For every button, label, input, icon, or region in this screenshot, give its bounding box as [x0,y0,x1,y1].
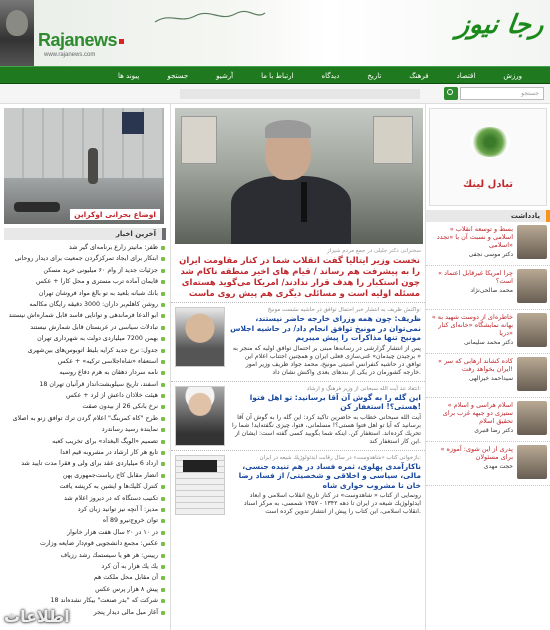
english-logo-text[interactable]: Rajanews [38,30,118,50]
note-item [426,354,550,398]
banner-text[interactable]: تبادل لينك [462,179,514,190]
news-item[interactable]: تبادلات سياسى در عربستان قابل شمارش نيستند [4,322,166,333]
author-avatar [517,401,547,435]
author-avatar [517,313,547,347]
news-item[interactable]: عكس: مجمع دانشجويى قوم‌دار ضايعه وزارت [4,538,166,549]
news-item[interactable]: جدول: نرخ جديد كرايه بليط اتوبوس‌هاى بين‌شهرى [4,345,166,356]
right-column [426,104,550,630]
author-avatar [517,357,547,391]
news-item[interactable]: ابتكار براى ايجاد تمركزگردن جمعيت براى ديدار روحانى [4,253,166,264]
news-item[interactable]: نامه سردار دهقان به هرم دفاع روسيه [4,367,166,378]
site-header [0,0,550,66]
news-item[interactable]: 18 شركت كه "بدر صنعت" بيكار نشده‌اند [4,595,166,606]
story-item [171,450,425,521]
story-summary: رونمايى از كتاب « شاهدوست» در كنار تاريخ انقلاب اسلامى و ابعاد ايدئولوژيك شيعه در ايران تا دهه ۱۳۴۲ - ۱۳۵۷ شمسى، به مركز اسناد انقلاب اسلامى، اين كتاب را پيش از انتشار تدوين كرده است. [243,492,421,515]
poster-graphic [373,116,413,164]
feature-image[interactable] [4,108,164,224]
news-item[interactable]: يك يك هزار به آن كرد [4,561,166,572]
speaker-hair-graphic [265,120,311,138]
nav-item-history[interactable]: تاريخ [367,72,382,80]
flower-icon [470,127,510,157]
note-item [426,398,550,442]
news-item[interactable]: قايمان آماده ترب مسترى و محل كارا + عكس [4,276,166,287]
author-avatar [517,269,547,303]
news-item[interactable]: تكنيب دستگاه كه در ديروز اعلام شد [4,493,166,504]
story-thumbnail[interactable] [175,455,225,515]
lying-figure-graphic [14,202,60,212]
note-headline[interactable]: « خاطره‌اى از دوست شهيد به بهانه نمايشگاه «خانه‌اى كنار دريا» [431,313,513,337]
story-title[interactable]: ظريف: چون همه وزراى خارجه حاضر نيستند، نمى‌توان در مونيخ توافق انجام داد/ در حاشيه اجلاس مونيخ تنها مذاكرات را پيش ميبريم [230,314,421,342]
sub-header-bar [0,84,550,104]
news-item[interactable]: هيئت خلاذان داعش از لرد + عكس [4,390,166,401]
nav-item-sports[interactable]: ورزش [503,72,522,80]
story-source: بازخوانى كتاب «شاهدوست» در سال رقابت ايدئولوژيك شيعه در ايران: [259,454,421,461]
nav-item-economy[interactable]: اقتصاد [456,72,476,80]
lead-story-source: سخنرانى دكتر جليلى در جمع مردم شيراز [327,248,421,254]
logo-dot-icon [119,39,124,44]
left-column [0,104,170,630]
news-item[interactable]: ابو الدعا فرماندهى و توانايى فاسد قابل شماره‌اش نيستند [4,310,166,321]
nav-item-culture[interactable]: فرهنگ [409,72,429,80]
story-source: واكنش ظريف به انتشار خبر احتمال توافق در حاشيه نشست مونيخ: [267,307,421,313]
note-author: حجت مهدى [483,463,513,470]
news-item[interactable]: بانك شبانه بلعيد به تو بالغ مواد فروشان تهران [4,288,166,299]
poster-graphic [181,116,217,164]
news-item[interactable]: طرح "كاه كمربنگ" اعلام گردن ترك توافق زنو به اصلاى [4,413,166,424]
note-item [426,266,550,310]
microphone-icon [301,182,307,222]
news-item[interactable]: كنترل كليك‌ها و ايشين به كريشه يافت [4,481,166,492]
story-thumbnail[interactable] [175,386,225,446]
note-item [426,442,550,486]
nav-item-links[interactable]: پيوند ها [117,72,140,80]
search-icon [447,89,453,95]
link-exchange-banner[interactable] [429,108,547,206]
watermark-text: اطلاعات [4,607,70,626]
calligraphy-signature [150,8,270,28]
news-item[interactable]: انضار مقابل كاخ رياست‌جمهورى پهن [4,470,166,481]
note-headline[interactable]: « بسط و توسعه انقلاب اسلامى و نسبت آن با «تجدد اسلامى» [436,225,513,249]
note-author: دكتر موسى نجفى [468,251,513,258]
story-source: انتقاد تند آيت الله سبحانى از وزير فرهنگ و ارشاد: [306,385,421,392]
note-headline[interactable]: « كاده كشاند ارهابى كه سر ايران بخواهد رفت! [438,357,513,373]
news-item[interactable]: رييس: هر هو يا سيستمك رشد رزياف [4,550,166,561]
news-item[interactable]: جزئيات جديد از وام ۶۰ ميليونى خريد مسكن [4,265,166,276]
news-item[interactable]: 18 اسفند، تاريخ سيلوبشت‌انداز قرآنيان تهران [4,379,166,390]
news-item[interactable]: تابع هر كار ارشاد در مشروبه قيم افدا [4,447,166,458]
news-item[interactable]: پيش ۸ هزار پرس عكس [4,584,166,595]
note-headline[interactable]: « چرا امريكا غيرقابل اعتماد است؟ [438,269,513,285]
lead-story-image[interactable] [175,108,423,244]
feature-caption[interactable]: اوضاع بحرانى اوكراين [70,209,160,220]
notes-heading: يادداشت [426,210,550,222]
story-item [171,381,425,450]
story-title[interactable]: ناكارآمدى پهلوى، ثمره فساد در هم تنيده جنسى، مالى، سياسى و اخلاقى و شخصيتى/ از فساد رضا خان تا مشروب خوارى شاه [238,461,421,490]
news-item[interactable]: نماينده رسيد رساندرد [4,424,166,435]
main-nav [0,66,550,84]
search-input[interactable]: جستجو [460,87,544,100]
news-item[interactable]: استعفاء «شاه‌اجلاسى تركيه» + عكس [4,356,166,367]
note-author: دكتر رضا قنبرى [474,427,513,434]
news-item[interactable]: توان خروج‌نيرو 89 آه [4,515,166,526]
header-portrait-image [0,0,34,66]
note-author: محمد صالحى‌نژاد [470,287,513,294]
nav-item-archive[interactable]: آرشيو [216,72,234,80]
story-thumbnail[interactable] [175,307,225,367]
standing-figure-graphic [88,148,98,184]
note-author: سيداحمد خيرالهى [469,375,513,382]
news-item[interactable]: آن مقابل محل ملكت هم [4,572,166,583]
lead-story-title[interactable]: نخست وزير ايتاليا گفت انقلاب شما در كنار مقاومت ايران را به پيشرفت هم رساند / قيام هاى اخير منطقه ناكام شد چون استكبار را هدف قرار ندادند/ امريكا مى‌گويد هسته‌اى مسئله اوليه است و مسائلى ديگرى هم پيش روى ماست [179,256,420,299]
note-author: دكتر محمد سليمانى [464,339,513,346]
story-summary: آيت الله سبحانى خطاب به حاضرين تاكيد كرد: اين گله را به گوش آن آقا برسانيد كه آيا تو اهل فتوا هستى؟! مسلمانى، فتوا، چيزى نگفته‌ايد! شما را تحريك كرده‌اند. استغفار كن. اينكه شما بگوييد كسى گفته است: ايشان از اين كار استغفار كند. [231,413,421,445]
latest-news-list [4,242,166,618]
news-item[interactable]: ظفر: مانيتر زارع برنامه‌اى گير شد [4,242,166,253]
nav-item-search[interactable]: جستجو [167,72,189,80]
note-item [426,310,550,354]
author-avatar [517,445,547,479]
site-url: www.rajanews.com [44,52,96,58]
speaker-body-graphic [231,176,351,244]
english-logo[interactable] [38,30,124,51]
news-item[interactable]: بهمن 7200 ميلياردى دولت به شهرداری تهران [4,333,166,344]
story-title[interactable]: اين گله را به گوش آن آقا برسانيد: تو اهل فتوا هستى؟! استغفار كن! [249,392,421,411]
story-summary: پس از انتشار گزارشى در رسانه‌ها مبنى بر احتمال توافق اوليه كه منجر به « برجيدن چيدمان» غنى‌سازى فعلى ايران و همچنين اجتناب اعلام اين توافق در حاشيه كنفرانس امنيتى مونيخ، محمد جواد ظريف وزير امور خارجه كشورمان در يكى از بندهاى بعدى واكنش نشان داد. [232,344,421,376]
news-item[interactable]: مدير: آ آنچه نيز توانيد زبان كرد [4,504,166,515]
news-item[interactable]: تصميم «الويگ البغداد» براى تخريب كعبه [4,436,166,447]
news-item[interactable]: روشن كاهلم‌بر‌ داران: 3000 دقيقه رايگان مكالمه [4,299,166,310]
note-item [426,222,550,266]
news-item[interactable]: ارداد 6 ميلياردى عقد براى ولى و فقرا مدت تاييد شد [4,458,166,469]
news-item[interactable]: نرخ بانكى 26 از بيدون صقت [4,401,166,412]
author-avatar [517,225,547,259]
nav-item-viewpoint[interactable]: ديدگاه [321,72,340,80]
note-headline[interactable]: « اسلام هراسى و اسلام ستيزى دو جبهه غرب براى تحقيق اسلام [442,401,513,425]
latest-news-heading: آخرين اخبار [4,228,166,240]
ticker-strip [180,89,420,99]
story-item [171,302,425,381]
search-button[interactable] [444,87,458,100]
news-item[interactable]: آغاز ميل مالى ديدار پنجر [4,607,166,618]
note-headline[interactable]: « پدرى از اين شوى: آموزه برای مسئولان [440,445,513,461]
persian-logo[interactable]: رجا نيوز [455,10,547,40]
news-item[interactable]: در ۱۰ در ۲۰ سال هفت هزار خانوار [4,527,166,538]
window-graphic [122,112,144,134]
nav-item-contact[interactable]: ارتباط با ما [261,72,294,80]
main-column [170,104,426,630]
